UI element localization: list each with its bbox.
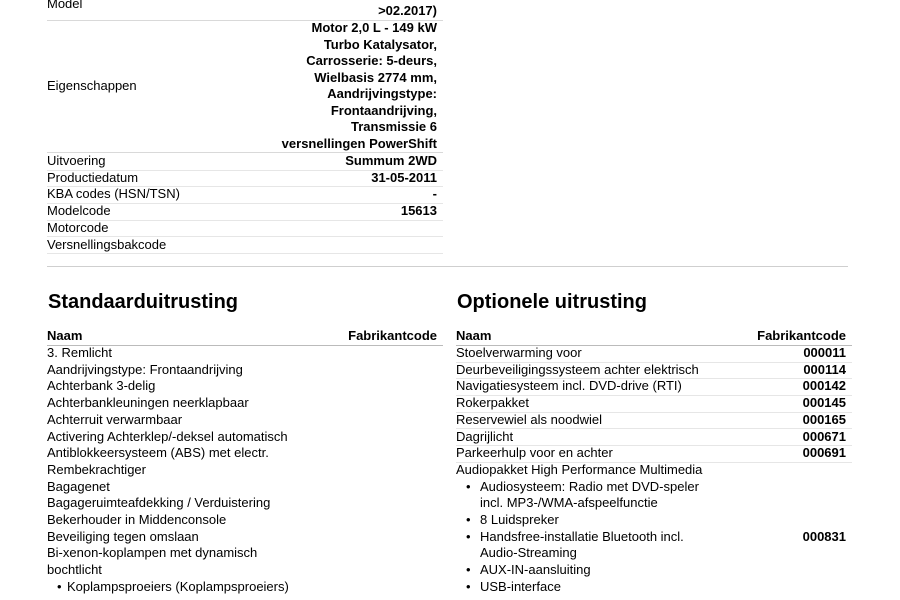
list-subitem xyxy=(57,579,437,596)
standard-col-name: Naam xyxy=(47,328,83,343)
bullet-icon: • xyxy=(57,578,62,594)
item-name: Aandrijvingstype: Frontaandrijving xyxy=(47,361,243,377)
eigenschappen-line: Motor 2,0 L - 149 kW xyxy=(311,20,437,35)
item-name: Parkeerhulp voor en achter xyxy=(456,445,613,461)
list-item xyxy=(456,378,852,396)
list-item xyxy=(47,512,437,529)
item-name: Achterbank 3-delig xyxy=(47,378,156,394)
vehicle-row xyxy=(47,186,443,204)
bullet-icon: • xyxy=(466,512,471,527)
list-item xyxy=(47,562,437,579)
item-code: 000142 xyxy=(802,378,846,394)
item-name: Achterruit verwarmbaar xyxy=(47,411,183,427)
section-divider xyxy=(47,266,848,267)
list-item xyxy=(456,462,852,479)
item-name: incl. MP3-/WMA-afspeelfunctie xyxy=(480,495,658,511)
item-name: Bekerhouder in Middenconsole xyxy=(47,512,227,527)
item-code: 000145 xyxy=(802,395,846,411)
item-code: 000671 xyxy=(802,428,846,444)
list-item xyxy=(47,462,437,479)
optional-col-name: Naam xyxy=(456,328,492,343)
bullet-icon: • xyxy=(466,562,471,578)
list-item xyxy=(47,395,437,412)
optional-title: Optionele uitrusting xyxy=(457,291,647,313)
item-code: 000011 xyxy=(803,345,846,360)
eigenschappen-label: Eigenschappen xyxy=(47,78,137,93)
list-subitem xyxy=(466,529,846,546)
row-value: 15613 xyxy=(400,203,437,219)
row-label: Versnellingsbakcode xyxy=(47,236,167,252)
list-item xyxy=(47,429,437,446)
standard-col-code: Fabrikantcode xyxy=(348,328,437,343)
row-value: Summum 2WD xyxy=(345,153,437,168)
item-name: Rokerpakket xyxy=(456,395,529,411)
item-name: USB-interface xyxy=(480,578,561,594)
item-name: Stoelverwarming voor xyxy=(456,345,582,360)
eigenschappen-line: Carrosserie: 5-deurs, xyxy=(306,53,437,68)
eigenschappen-line: Wielbasis 2774 mm, xyxy=(314,69,437,85)
list-item xyxy=(47,445,437,462)
eigenschappen-line: Transmissie 6 xyxy=(351,119,437,134)
item-code: 000114 xyxy=(803,361,846,377)
item-name: Dagrijlicht xyxy=(456,428,514,444)
list-subitem xyxy=(466,479,846,496)
eigenschappen-line: Aandrijvingstype: xyxy=(327,86,437,101)
item-name: Beveiliging tegen omslaan xyxy=(47,528,199,544)
optional-col-code: Fabrikantcode xyxy=(757,328,846,343)
list-item xyxy=(456,395,852,413)
list-subitem xyxy=(466,512,846,529)
vehicle-row xyxy=(47,237,443,255)
vehicle-row xyxy=(47,170,443,188)
vehicle-row xyxy=(47,220,443,238)
row-value: - xyxy=(432,186,437,202)
vehicle-row xyxy=(47,153,443,171)
item-name: 8 Luidspreker xyxy=(480,512,559,527)
item-name: Rembekrachtiger xyxy=(47,461,146,477)
item-name: Koplampsproeiers (Koplampsproeiers) xyxy=(67,578,289,594)
item-name: Deurbeveiligingssysteem achter elektrisch xyxy=(456,361,699,377)
item-name: Audio-Streaming xyxy=(480,545,577,561)
list-item xyxy=(456,362,852,380)
item-name: Audiopakket High Performance Multimedia xyxy=(456,461,703,477)
row-label: Productiedatum xyxy=(47,169,139,185)
list-subitem xyxy=(466,562,846,579)
item-name: bochtlicht xyxy=(47,562,102,578)
list-item xyxy=(456,345,852,363)
item-name: Audiosysteem: Radio met DVD-speler xyxy=(480,478,699,494)
list-item xyxy=(47,529,437,546)
list-item xyxy=(47,345,437,362)
item-name: Navigatiesysteem incl. DVD-drive (RTI) xyxy=(456,378,682,394)
list-item xyxy=(47,479,437,496)
item-name: Achterbankleuningen neerklapbaar xyxy=(47,395,249,411)
bullet-icon: • xyxy=(466,528,471,544)
row-label: Motorcode xyxy=(47,219,109,235)
item-name: Reservewiel als noodwiel xyxy=(456,411,602,427)
row-value: 31-05-2011 xyxy=(371,169,437,185)
eigenschappen-line: Turbo Katalysator, xyxy=(323,36,437,52)
eigenschappen-line: Frontaandrijving, xyxy=(330,102,437,118)
list-subitem-continuation xyxy=(480,545,846,562)
item-code: 000691 xyxy=(802,445,846,461)
item-name: Antiblokkeersysteem (ABS) met electr. xyxy=(47,445,269,461)
item-name: Bagageruimteafdekking / Verduistering xyxy=(47,495,271,511)
bullet-icon: • xyxy=(466,478,471,494)
item-name: 3. Remlicht xyxy=(47,345,113,360)
list-item xyxy=(456,445,852,463)
list-subitem-continuation xyxy=(480,495,846,512)
item-name: Activering Achterklep/-deksel automatisch xyxy=(47,428,288,444)
list-item xyxy=(47,362,437,379)
list-item xyxy=(456,412,852,430)
list-subitem xyxy=(466,579,846,596)
list-item xyxy=(456,429,852,447)
list-item xyxy=(47,545,437,562)
model-value-line: >02.2017) xyxy=(378,3,437,18)
list-item xyxy=(47,412,437,429)
item-name: AUX-IN-aansluiting xyxy=(480,562,591,578)
row-label: KBA codes (HSN/TSN) xyxy=(47,186,180,202)
vehicle-row xyxy=(47,203,443,221)
item-code: 000831 xyxy=(802,528,846,544)
list-item xyxy=(47,378,437,395)
item-code: 000165 xyxy=(802,411,846,427)
item-name: Bagagenet xyxy=(47,478,110,494)
standard-title: Standaarduitrusting xyxy=(48,291,239,313)
eigenschappen-value xyxy=(282,20,437,152)
eigenschappen-line: versnellingen PowerShift xyxy=(281,135,437,151)
row-label: Uitvoering xyxy=(47,153,106,168)
model-label: Model xyxy=(47,0,83,11)
item-name: Handsfree-installatie Bluetooth incl. xyxy=(480,528,684,544)
item-name: Bi-xenon-koplampen met dynamisch xyxy=(47,545,258,561)
bullet-icon: • xyxy=(466,578,471,594)
row-label: Modelcode xyxy=(47,203,111,219)
list-item xyxy=(47,495,437,512)
